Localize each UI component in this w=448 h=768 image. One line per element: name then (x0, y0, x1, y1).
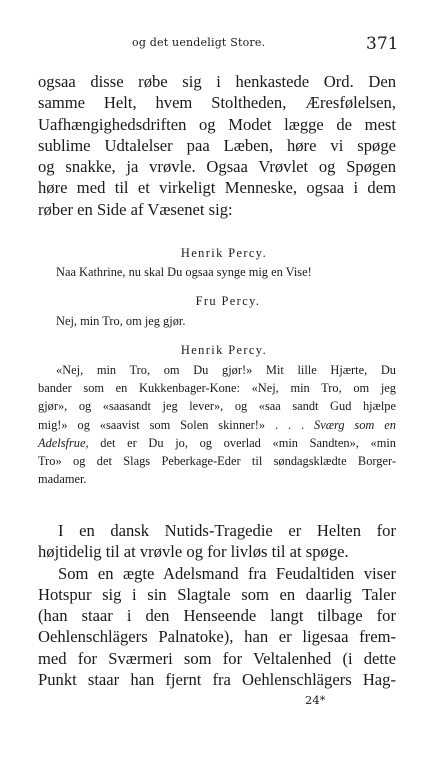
speaker-name: Henrik Percy. (180, 343, 268, 357)
text-line: I en dansk Nutids-Tragedie er Helten for (58, 521, 396, 540)
text-line: med for Sværmeri som for Veltalenhed (i dette (38, 648, 396, 668)
text-line: højtidelig til at vrøvle og for livløs til at spøge. (38, 542, 349, 562)
speech-line: Nej, min Tro, om jeg gjør. (56, 314, 186, 328)
text-line: Punkt staar han fjernt fra Oehlenschlägers Hag- (38, 670, 396, 690)
text-line: Som en ægte Adelsmand fra Feudaltiden viser (58, 563, 396, 583)
speech-line: «Nej, min Tro, om Du gjør!» Mit lille Hjærte, Du (56, 363, 396, 377)
running-head: og det uendeligt Store. (132, 36, 266, 49)
speech-line: gjør», og «saasandt jeg lever», og «saa sandt Gud hjælpe (38, 399, 396, 414)
text-line: og snakke, ja vrøvle. Ogsaa Vrøvlet og Spøgen (38, 157, 396, 177)
speaker-name: Fru Percy. (195, 294, 261, 308)
paragraph-1 (38, 71, 396, 220)
speech-2 (56, 312, 392, 330)
text-line: samme Helt, hvem Stoltheden, Æresfølelsen, (38, 93, 396, 113)
speech-fragment: det er Du jo, og overlad «min Sandten», «min (100, 435, 396, 450)
speech-fragment-italic: Adelsfrue, (38, 435, 89, 450)
text-line: høre med til et virkeligt Menneske, ogsaa i dem (38, 178, 396, 198)
text-line: Oehlenschlägers Palnatoke), han er ligesaa frem- (38, 627, 396, 647)
speech-line: bander som en Kukkenbager-Kone: «Nej, min Tro, om jeg (38, 381, 396, 396)
paragraph-3 (38, 563, 396, 691)
speech-1 (56, 263, 392, 281)
signature-mark: 24* (305, 693, 326, 707)
speech-line (38, 434, 396, 452)
text-line: (han staar i den Henseende langt tilbage for (38, 606, 396, 626)
page-number: 371 (366, 34, 399, 54)
speaker-name: Henrik Percy. (180, 246, 268, 260)
text-line: Hotspur sig i sin Slagtale som en daarlig Taler (38, 584, 396, 604)
text-line: ogsaa disse røbe sig i henkastede Ord. Den (38, 72, 396, 91)
speech-line (38, 416, 396, 434)
text-line: røber en Side af Væsenet sig: (38, 199, 233, 219)
paragraph-2 (38, 520, 396, 563)
speech-line: madamer. (38, 472, 87, 487)
speech-fragment: mig!» og «saavist som Solen skinner!» . . . (38, 417, 305, 432)
speech-line: Naa Kathrine, nu skal Du ogsaa synge mig en Vise! (56, 265, 312, 279)
speech-line: Tro» og det Slags Peberkage-Eder til søndagsklædte Borger- (38, 454, 396, 469)
speech-3 (38, 361, 396, 488)
text-line: sublime Udtalelser paa Læben, høre vi spøge (38, 135, 396, 155)
text-line: Uafhængighedsdriften og Modet lægge de mest (38, 114, 396, 134)
speech-fragment-italic: Sværg som en (314, 417, 396, 432)
